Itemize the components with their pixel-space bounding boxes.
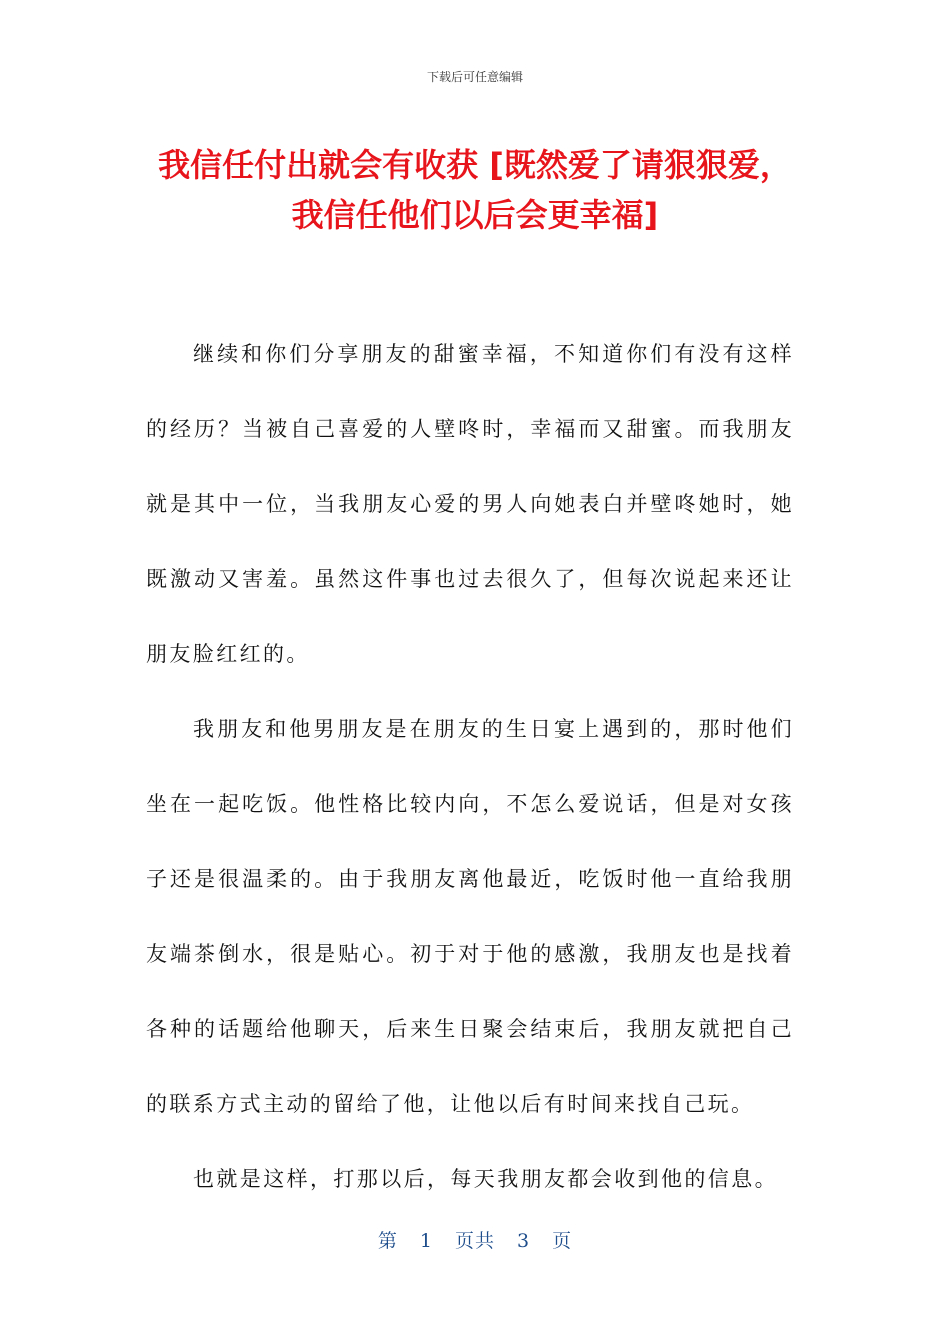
paragraph-2: 我朋友和他男朋友是在朋友的生日宴上遇到的，那时他们坐在一起吃饭。他性格比较内向，不怎么爱说话，但是对女孩子还是很温柔的。由于我朋友离他最近，吃饭时他一直给我朋友端茶倒水，很是贴心。初于对于他的感激，我朋友也是找着各种的话题给他聊天，后来生日聚会结束后，我朋友就把自己的联系方式主动的留给了他，让他以后有时间来找自己玩。 [146,717,794,1116]
footer-current-page: 1 [419,1230,433,1252]
footer-label-end: 页 [552,1230,573,1252]
document-title [100,140,850,240]
paragraph-1: 继续和你们分享朋友的甜蜜幸福，不知道你们有没有这样的经历？当被自己喜爱的人壁咚时，幸福而又甜蜜。而我朋友就是其中一位，当我朋友心爱的男人向她表白并壁咚她时，她既激动又害羞。虽然这件事也过去很久了，但每次说起来还让朋友脸红红的。 [146,342,794,666]
document-body [146,317,794,1217]
footer-label-page: 第 [377,1230,398,1252]
footer-total-pages: 3 [517,1230,531,1252]
footer-label-of: 页共 [454,1230,495,1252]
header-note: 下载后可任意编辑 [426,70,523,84]
page-footer [0,1226,950,1253]
paragraph-3: 也就是这样，打那以后，每天我朋友都会收到他的信息。 [193,1167,778,1191]
title-line-1: 我信任付出就会有收获 [既然爱了请狠狠爱， [158,146,792,184]
title-line-2: 我信任他们以后会更幸福] [291,196,659,234]
